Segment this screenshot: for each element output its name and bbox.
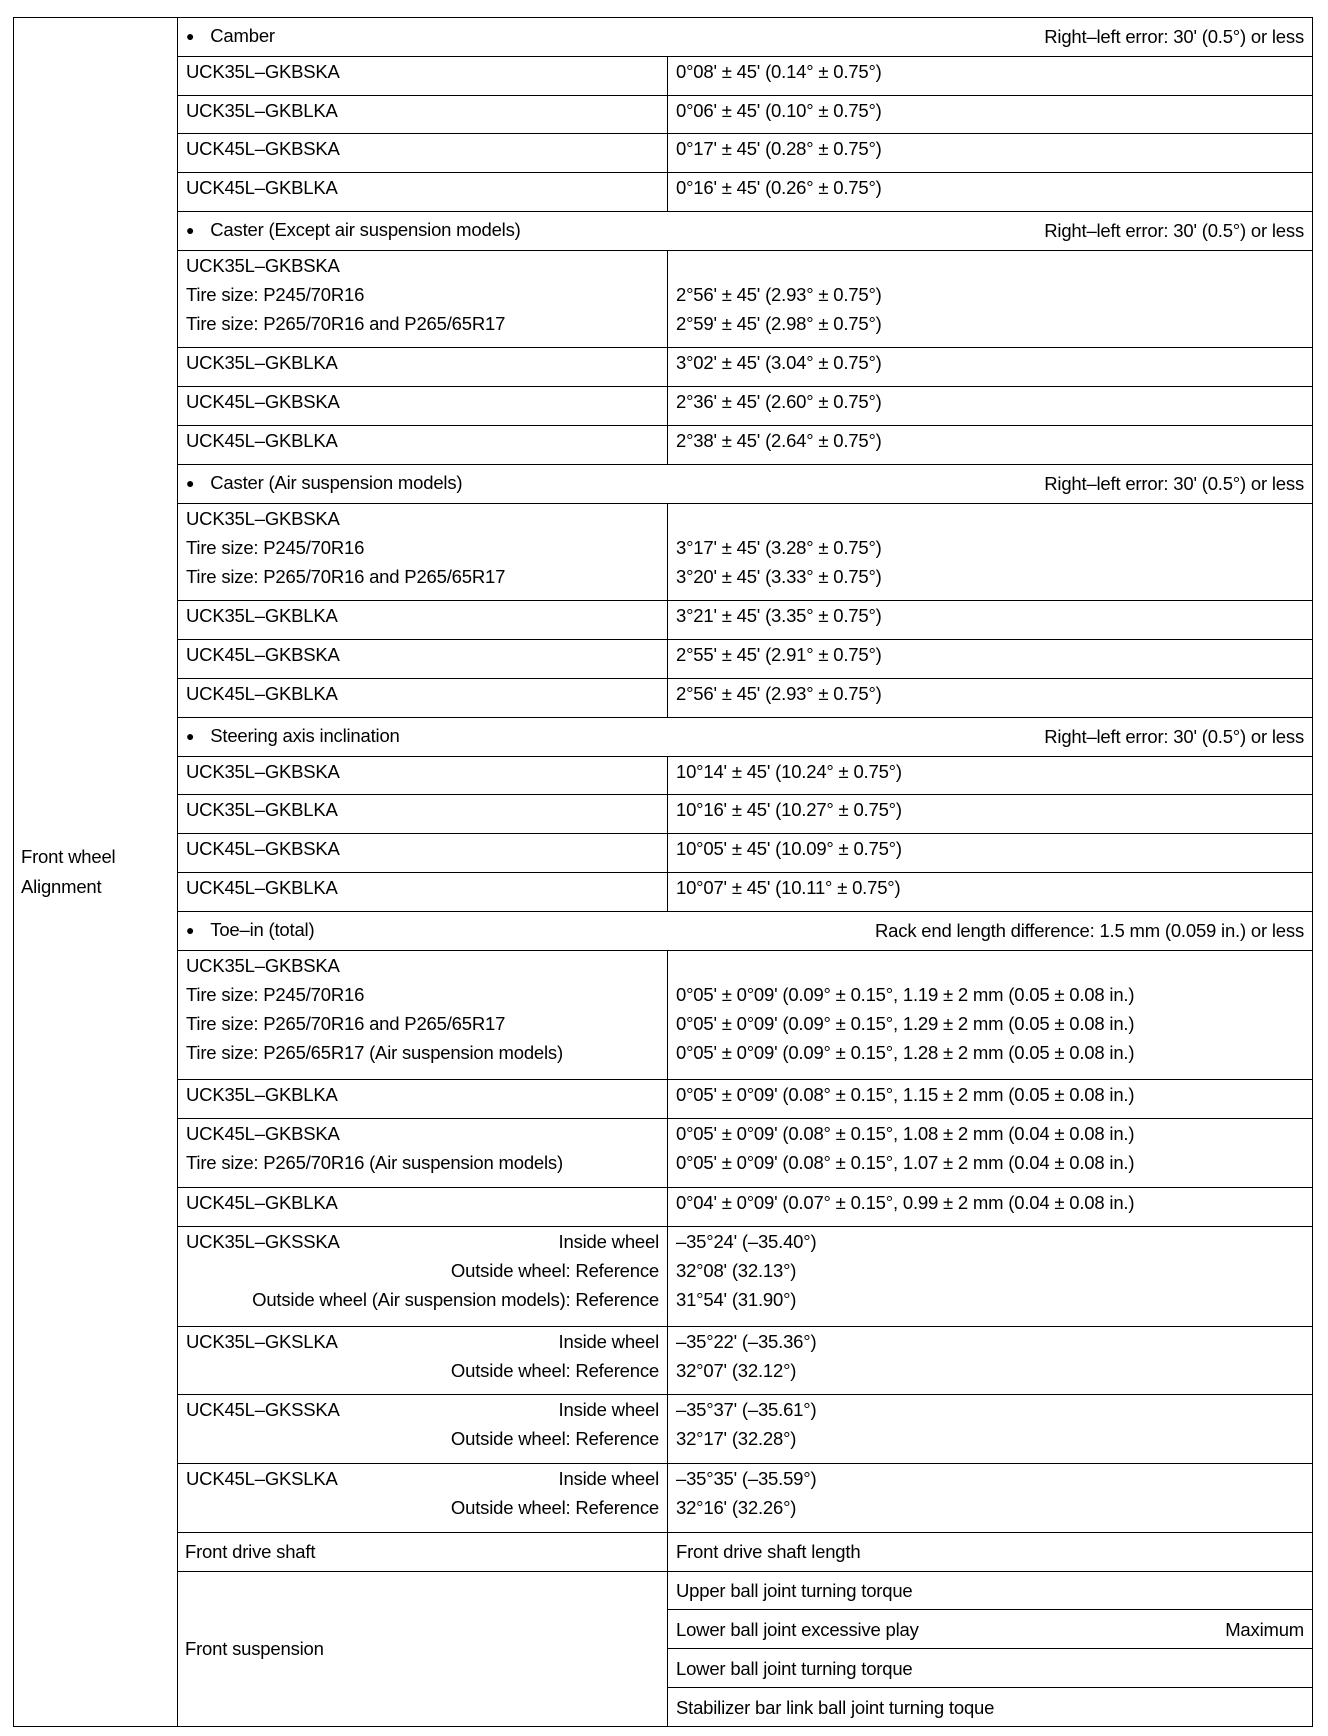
spec-table <box>13 17 1313 1727</box>
value-cell: –35°37' (–35.61°) 32°17' (32.28°) <box>668 1395 1313 1464</box>
model-cell: UCK45L–GKBLKA <box>178 873 668 912</box>
model-cell: UCK45L–GKBSKA <box>178 134 668 173</box>
category-front-wheel-alignment: Front wheel Alignment <box>14 18 178 1727</box>
value-cell: 10°16' ± 45' (10.27° ± 0.75°) <box>668 795 1313 834</box>
category-front-drive-shaft: Front drive shaft <box>178 1532 668 1571</box>
model-cell: UCK45L–GKBLKA <box>178 173 668 212</box>
section-header-caster-air: ● Caster (Air suspension models) Right–left error: 30' (0.5°) or less <box>178 464 1313 503</box>
model-cell: UCK35L–GKBSKA Tire size: P245/70R16 Tire size: P265/70R16 and P265/65R17 <box>178 250 668 348</box>
model-cell: UCK35L–GKSLKA Inside wheel Outside wheel: Reference <box>178 1326 668 1395</box>
model-cell: UCK45L–GKBLKA <box>178 426 668 465</box>
bullet-icon: ● <box>186 28 195 45</box>
model-cell: UCK35L–GKBSKA Tire size: P245/70R16 Tire size: P265/70R16 and P265/65R17 <box>178 503 668 601</box>
model-cell: UCK35L–GKBLKA <box>178 795 668 834</box>
value-cell: 10°07' ± 45' (10.11° ± 0.75°) <box>668 873 1313 912</box>
section-header-toe-in: ● Toe–in (total) Rack end length difference: 1.5 mm (0.059 in.) or less <box>178 911 1313 950</box>
bullet-icon: ● <box>186 222 195 239</box>
model-cell: UCK35L–GKBSKA Tire size: P245/70R16 Tire size: P265/70R16 and P265/65R17 Tire size: P265/65R17 (Air suspension models) <box>178 950 668 1080</box>
value-cell: 2°36' ± 45' (2.60° ± 0.75°) <box>668 387 1313 426</box>
model-cell: UCK35L–GKBLKA <box>178 601 668 640</box>
value-cell: 2°38' ± 45' (2.64° ± 0.75°) <box>668 426 1313 465</box>
value-cell: 2°56' ± 45' (2.93° ± 0.75°) <box>668 678 1313 717</box>
value-cell: –35°35' (–35.59°) 32°16' (32.26°) <box>668 1464 1313 1533</box>
value-cell: 3°21' ± 45' (3.35° ± 0.75°) <box>668 601 1313 640</box>
value-cell: 0°04' ± 0°09' (0.07° ± 0.15°, 0.99 ± 2 mm (0.04 ± 0.08 in.) <box>668 1187 1313 1226</box>
model-cell: UCK45L–GKBLKA <box>178 1187 668 1226</box>
model-cell: UCK35L–GKBLKA <box>178 1080 668 1119</box>
value-cell: 3°17' ± 45' (3.28° ± 0.75°) 3°20' ± 45' (3.33° ± 0.75°) <box>668 503 1313 601</box>
model-cell: UCK45L–GKBSKA Tire size: P265/70R16 (Air suspension models) <box>178 1119 668 1188</box>
bullet-icon: ● <box>186 475 195 492</box>
section-header-camber: ● Camber Right–left error: 30' (0.5°) or less <box>178 18 1313 57</box>
value-cell: 2°55' ± 45' (2.91° ± 0.75°) <box>668 640 1313 679</box>
bullet-icon: ● <box>186 728 195 745</box>
value-cell: 3°02' ± 45' (3.04° ± 0.75°) <box>668 348 1313 387</box>
model-cell: UCK35L–GKBSKA <box>178 756 668 795</box>
model-cell: UCK45L–GKSSKA Inside wheel Outside wheel: Reference <box>178 1395 668 1464</box>
value-cell: 0°16' ± 45' (0.26° ± 0.75°) <box>668 173 1313 212</box>
value-cell: 0°06' ± 45' (0.10° ± 0.75°) <box>668 95 1313 134</box>
value-cell: 0°05' ± 0°09' (0.08° ± 0.15°, 1.15 ± 2 mm (0.05 ± 0.08 in.) <box>668 1080 1313 1119</box>
value-cell: 0°05' ± 0°09' (0.09° ± 0.15°, 1.19 ± 2 mm (0.05 ± 0.08 in.) 0°05' ± 0°09' (0.09° ± 0.15°, 1.29 ± 2 mm (0.05 ± 0.08 in.) 0°05' ± 0°09' (0.09° ± 0.15°, 1.28 ± 2 mm (0.05 ± 0.08 in.) <box>668 950 1313 1080</box>
value-cell: –35°22' (–35.36°) 32°07' (32.12°) <box>668 1326 1313 1395</box>
value-cell: 0°17' ± 45' (0.28° ± 0.75°) <box>668 134 1313 173</box>
model-cell: UCK45L–GKBSKA <box>178 387 668 426</box>
bullet-icon: ● <box>186 922 195 939</box>
value-cell: 10°05' ± 45' (10.09° ± 0.75°) <box>668 834 1313 873</box>
item-cell: Front drive shaft length <box>668 1532 1313 1571</box>
item-cell: Upper ball joint turning torque <box>668 1571 1313 1610</box>
section-header-steering-axis: ● Steering axis inclination Right–left error: 30' (0.5°) or less <box>178 717 1313 756</box>
item-cell: Stabilizer bar link ball joint turning toque <box>668 1688 1313 1727</box>
model-cell: UCK35L–GKBSKA <box>178 56 668 95</box>
model-cell: UCK45L–GKBLKA <box>178 678 668 717</box>
model-cell: UCK45L–GKBSKA <box>178 640 668 679</box>
item-cell: Lower ball joint excessive play Maximum <box>668 1610 1313 1649</box>
value-cell: 0°08' ± 45' (0.14° ± 0.75°) <box>668 56 1313 95</box>
model-cell: UCK45L–GKSLKA Inside wheel Outside wheel: Reference <box>178 1464 668 1533</box>
qualifier-maximum: Maximum <box>1225 1618 1304 1640</box>
value-cell: 0°05' ± 0°09' (0.08° ± 0.15°, 1.08 ± 2 mm (0.04 ± 0.08 in.) 0°05' ± 0°09' (0.08° ± 0.15°, 1.07 ± 2 mm (0.04 ± 0.08 in.) <box>668 1119 1313 1188</box>
value-cell: –35°24' (–35.40°) 32°08' (32.13°) 31°54' (31.90°) <box>668 1226 1313 1326</box>
model-cell: UCK35L–GKBLKA <box>178 95 668 134</box>
model-cell: UCK35L–GKBLKA <box>178 348 668 387</box>
category-front-suspension: Front suspension <box>178 1571 668 1726</box>
value-cell: 2°56' ± 45' (2.93° ± 0.75°) 2°59' ± 45' (2.98° ± 0.75°) <box>668 250 1313 348</box>
model-cell: UCK35L–GKSSKA Inside wheel Outside wheel: Reference Outside wheel (Air suspension models): Reference <box>178 1226 668 1326</box>
model-cell: UCK45L–GKBSKA <box>178 834 668 873</box>
item-cell: Lower ball joint turning torque <box>668 1649 1313 1688</box>
section-header-caster-except-air: ● Caster (Except air suspension models) Right–left error: 30' (0.5°) or less <box>178 212 1313 251</box>
value-cell: 10°14' ± 45' (10.24° ± 0.75°) <box>668 756 1313 795</box>
